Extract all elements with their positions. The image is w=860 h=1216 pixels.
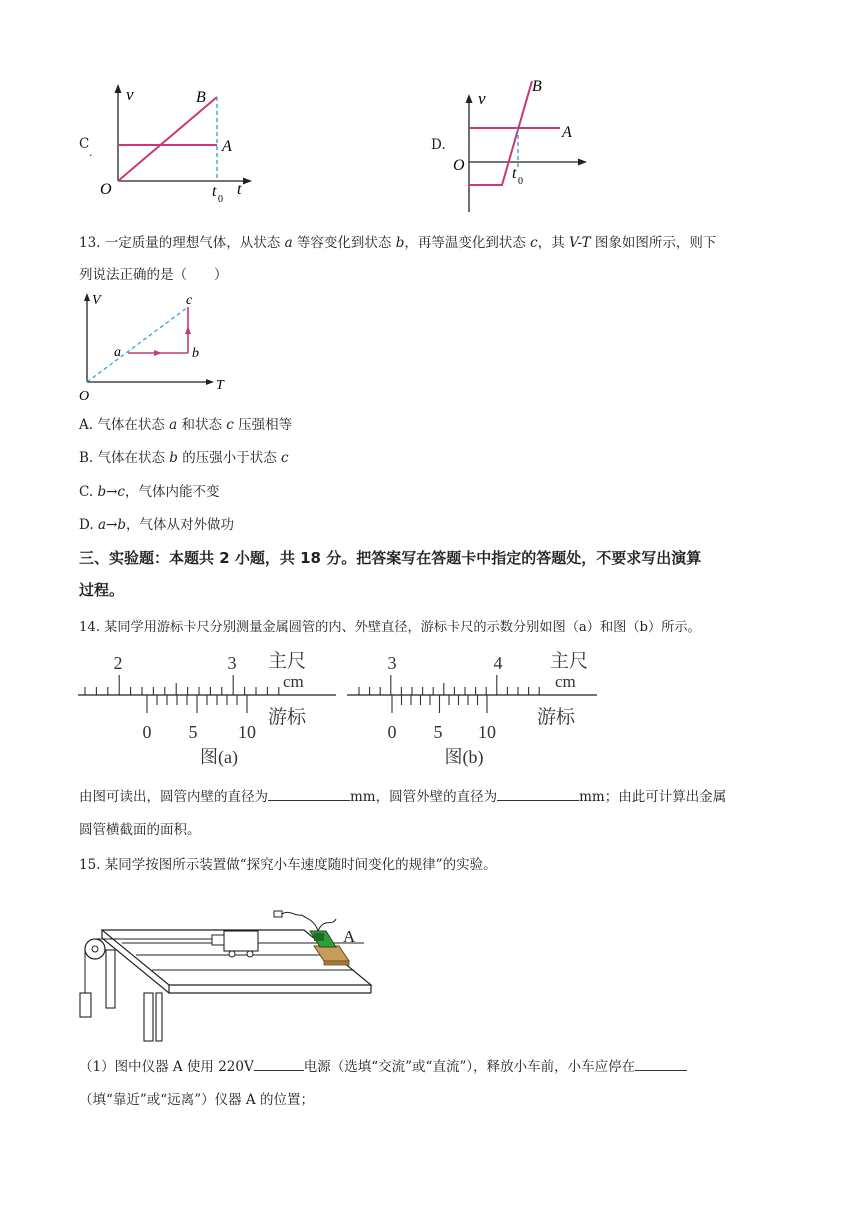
q13-option-b: B. 气体在状态 b 的压强小于状态 c [79, 450, 289, 466]
caliper-b-vernier-label-5: 5 [433, 722, 443, 742]
option-d-letter: D. [431, 137, 446, 153]
q13-stem-line1: 13. 一定质量的理想气体，从状态 a 等容变化到状态 b，再等温变化到状态 c，其 V-T 图象如图所示，则下 [79, 235, 717, 251]
caliper-b-vernier-label-0: 0 [387, 722, 397, 742]
q13-option-c: C. b→c，气体内能不变 [79, 484, 220, 500]
q13-label-b: b [192, 346, 199, 361]
q14-answer-line1: 由图可读出，圆管内壁的直径为 mm，圆管外壁的直径为 mm；由此可计算出金属 [79, 789, 727, 805]
option-d-label-b: B [532, 78, 542, 95]
option-c-letter: C [79, 136, 90, 152]
caliper-a-vernier-label-10: 10 [238, 722, 256, 742]
q13-option-a: A. 气体在状态 a 和状态 c 压强相等 [79, 417, 293, 433]
q13-vt-diagram [78, 290, 238, 405]
caliper-b-vernier-label-10: 10 [478, 722, 496, 742]
q13-option-d: D. a→b，气体从对外做功 [79, 517, 234, 533]
q15-part1-line1: （1）图中仪器 A 使用 220V 电源（选填“交流”或“直流”），释放小车前，小车应停在 [79, 1055, 687, 1075]
caliper-a-vernier-label-0: 0 [142, 722, 152, 742]
q13-stem-line2: 列说法正确的是（ ） [79, 267, 228, 283]
option-d-t0-sub: 0 [518, 176, 523, 187]
option-d-origin: O [453, 157, 465, 174]
caliper-b-diagram [347, 645, 607, 770]
option-d-axis-v: v [478, 89, 486, 108]
section3-heading-line2: 过程。 [79, 581, 125, 599]
caliper-a-main-title: 主尺 [268, 651, 307, 672]
caliper-b-main-label-3: 3 [387, 653, 397, 673]
q14-inner-diameter-blank[interactable] [268, 787, 350, 801]
q15-stem: 15. 某同学按图所示装置做“探究小车速度随时间变化的规律”的实验。 [79, 857, 497, 873]
q15-part1-line2: （填“靠近”或“远离”）仪器 A 的位置； [79, 1092, 314, 1108]
caliper-b-main-label-4: 4 [493, 653, 503, 673]
q14-answer-line2: 圆管横截面的面积。 [79, 822, 201, 838]
option-c-origin: O [100, 181, 112, 198]
option-c-axis-v: v [126, 85, 134, 104]
option-c-label-b: B [196, 89, 206, 106]
q13-label-c: c [186, 293, 193, 308]
section3-heading-line1: 三、实验题：本题共 2 小题，共 18 分。把答案写在答题卡中指定的答题处，不要求写出演算 [79, 549, 702, 567]
caliper-a-vernier-title: 游标 [268, 707, 307, 728]
q13-origin: O [79, 389, 90, 404]
caliper-a-unit: cm [283, 672, 304, 691]
caliper-b-caption: 图(b) [444, 747, 484, 767]
option-c-dot: . [89, 146, 93, 159]
q13-axis-v: V [92, 293, 101, 308]
q13-label-a: a [114, 345, 121, 360]
caliper-a-diagram [78, 645, 338, 770]
caliper-b-main-title: 主尺 [550, 651, 589, 672]
q13-axis-t: T [216, 378, 224, 393]
option-d-graph [450, 75, 590, 220]
caliper-a-vernier-label-5: 5 [188, 722, 198, 742]
caliper-b-main-ticks [359, 675, 539, 695]
caliper-a-main-ticks [85, 675, 279, 695]
caliper-a-main-label-2: 2 [113, 653, 123, 673]
q15-power-type-blank[interactable] [254, 1057, 304, 1071]
option-c-t0-sub: 0 [218, 194, 223, 205]
q14-stem: 14. 某同学用游标卡尺分别测量金属圆管的内、外壁直径，游标卡尺的示数分别如图（a）和图（b）所示。 [79, 620, 701, 635]
option-c-label-a: A [222, 138, 232, 155]
q15-apparatus-diagram [74, 905, 384, 1045]
option-c-axis-t: t [237, 181, 242, 198]
q15-position-blank[interactable] [635, 1057, 687, 1071]
caliper-b-vernier-title: 游标 [537, 707, 576, 728]
option-d-t0: t [512, 165, 517, 182]
option-c-t0: t [212, 183, 217, 200]
caliper-a-caption: 图(a) [200, 747, 238, 767]
option-d-label-a: A [562, 124, 572, 141]
q15-label-a: A [343, 927, 356, 946]
caliper-a-vernier-ticks [147, 695, 247, 713]
caliper-b-vernier-ticks [392, 695, 487, 713]
caliper-b-unit: cm [555, 672, 576, 691]
q14-outer-diameter-blank[interactable] [497, 787, 579, 801]
option-c-graph [95, 80, 265, 210]
caliper-a-main-label-3: 3 [227, 653, 237, 673]
